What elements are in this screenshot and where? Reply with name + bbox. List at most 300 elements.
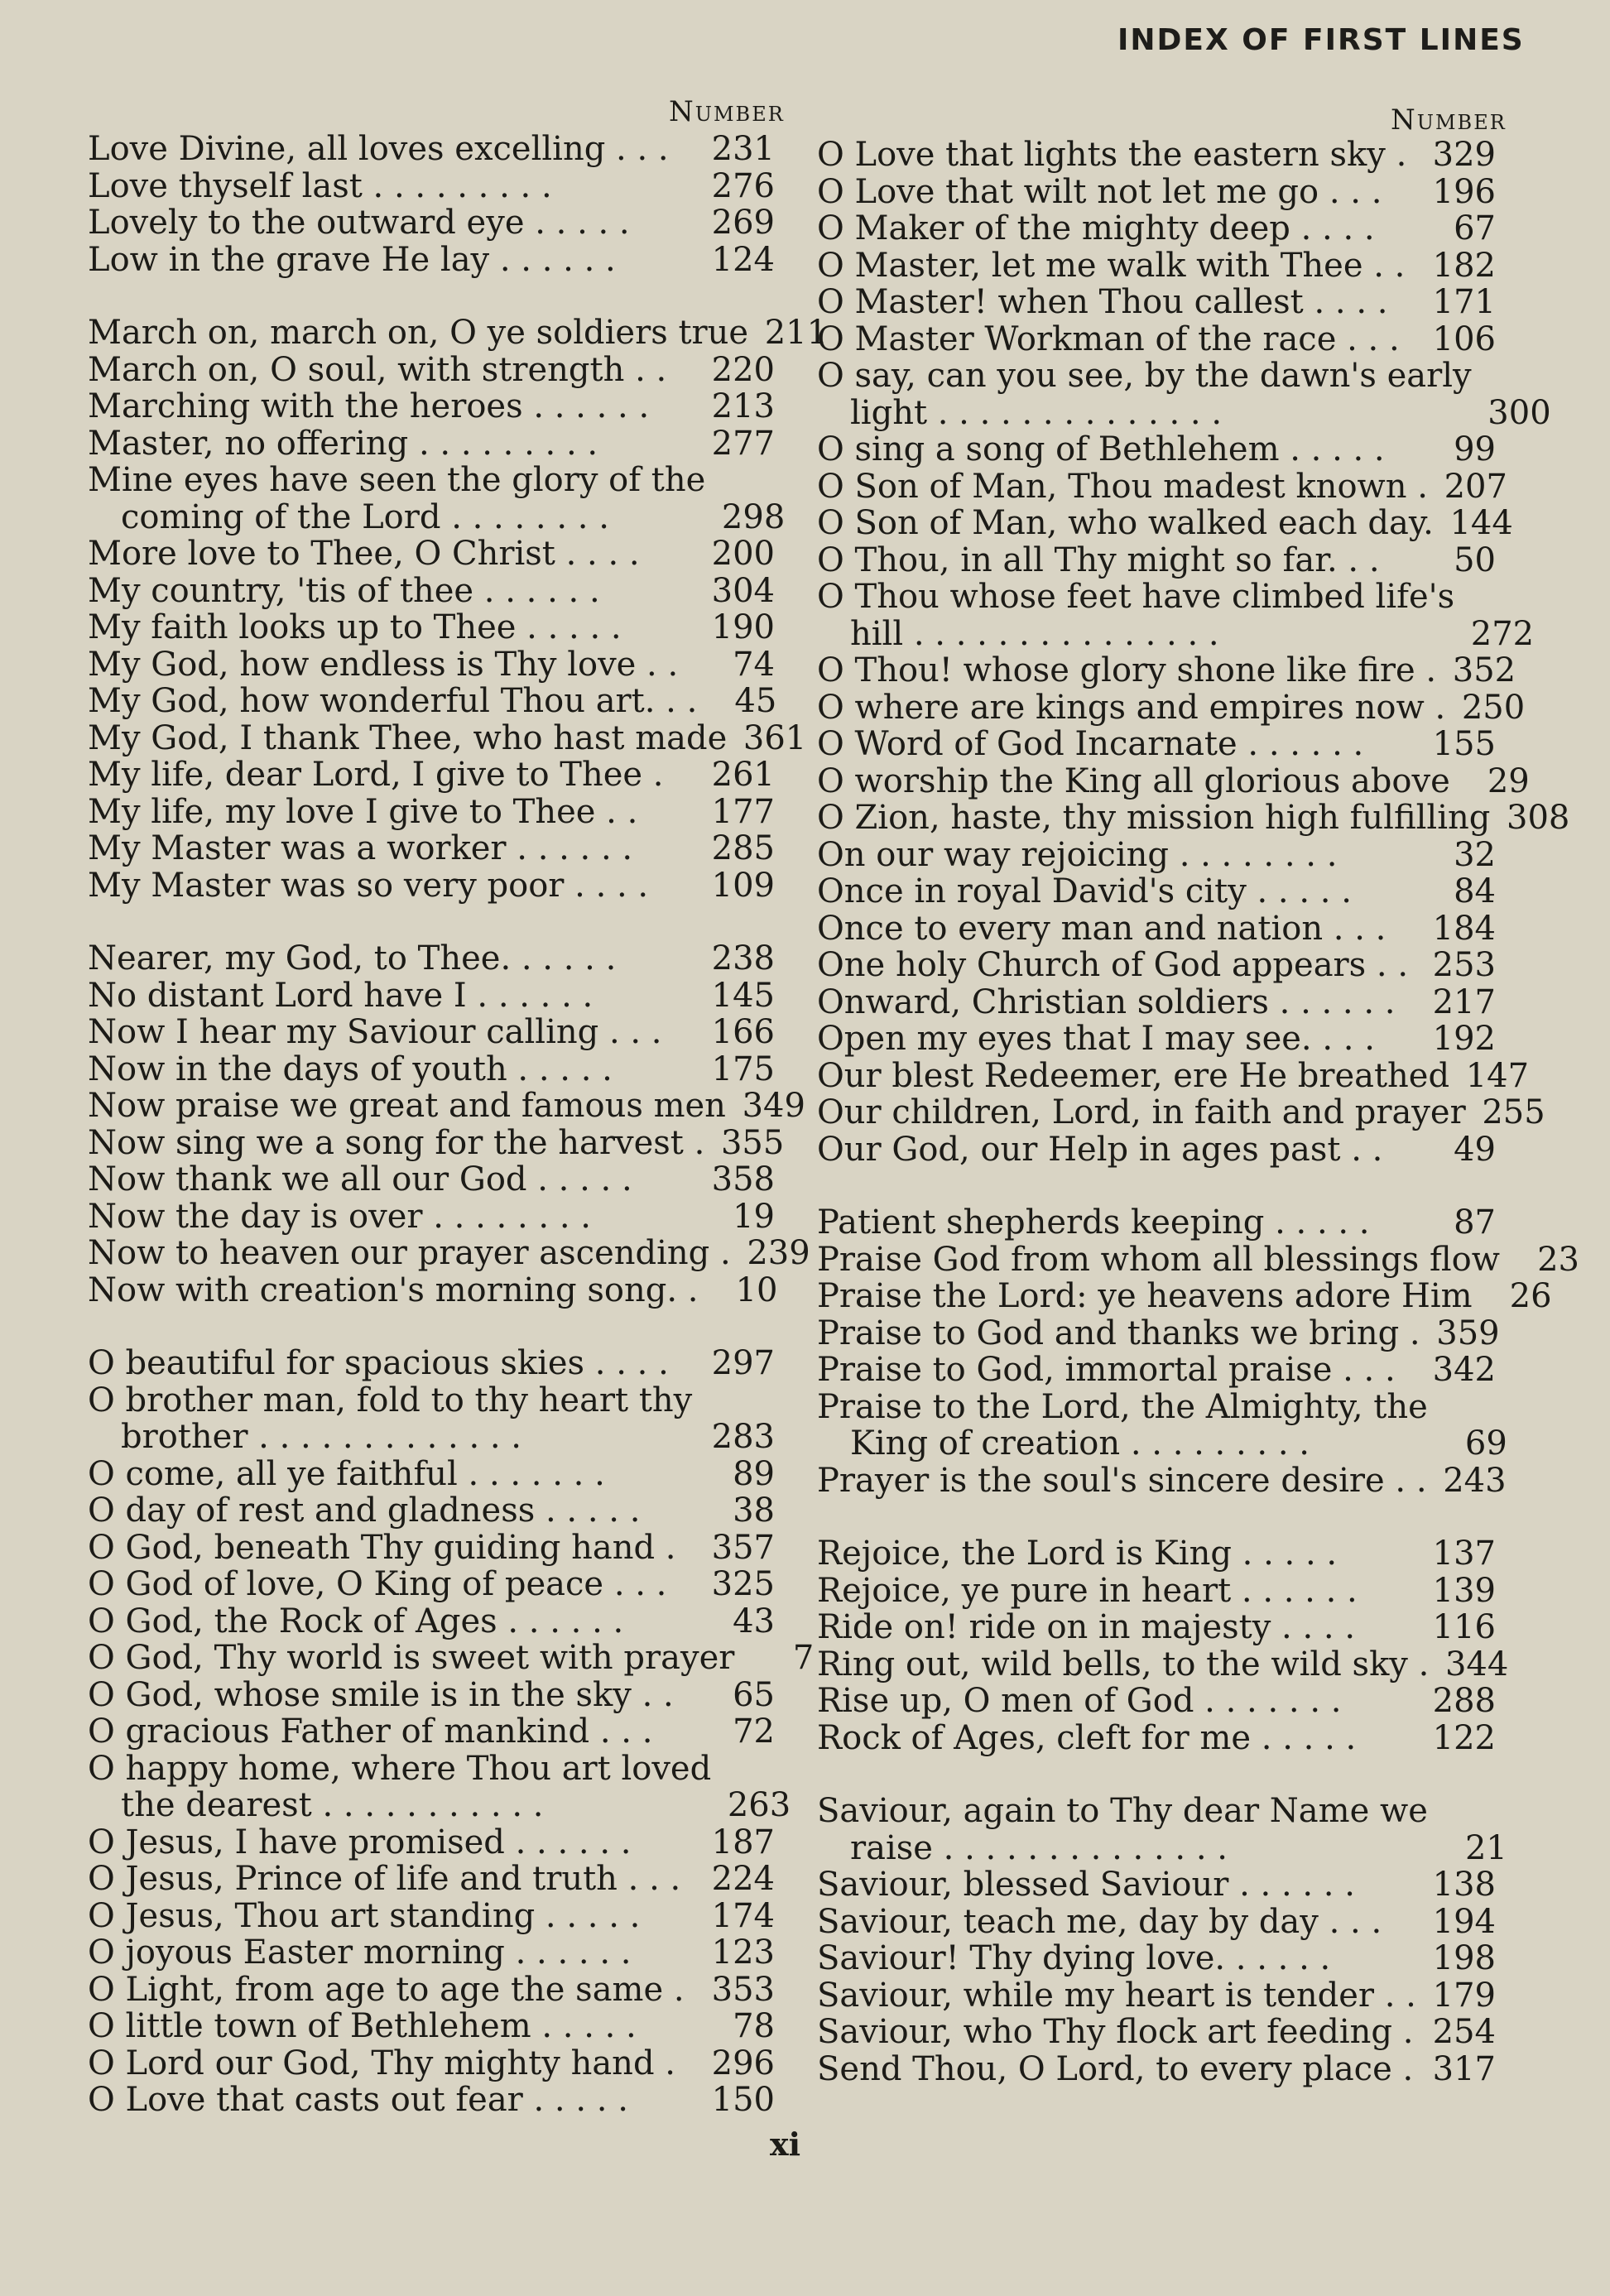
hymn-number: 138 xyxy=(1432,1866,1496,1904)
first-line-main: Now thank we all our God . . . . . xyxy=(88,1160,632,1198)
index-entry xyxy=(817,1535,1496,1573)
index-entry xyxy=(88,1492,775,1530)
first-line-text xyxy=(88,388,695,425)
hymn-number: 298 xyxy=(721,497,786,536)
hymn-number: 139 xyxy=(1432,1571,1496,1610)
index-entry xyxy=(817,137,1496,174)
hymn-number: 300 xyxy=(1487,393,1551,432)
first-line-text xyxy=(817,1058,1449,1095)
first-line-main: Send Thou, O Lord, to every place . xyxy=(817,2049,1414,2088)
index-entry xyxy=(88,536,775,573)
first-line-text xyxy=(817,1866,1416,1904)
first-line-main: O Thou whose feet have climbed life's xyxy=(817,578,1455,616)
first-line-text xyxy=(817,947,1416,984)
index-entry xyxy=(817,651,1516,689)
hymn-number: 184 xyxy=(1432,909,1496,948)
index-entry xyxy=(817,1645,1509,1684)
first-line-text xyxy=(817,542,1416,579)
index-entry xyxy=(817,1240,1579,1279)
first-line-text xyxy=(817,174,1416,211)
first-line-main: Rejoice, the Lord is King . . . . . xyxy=(817,1535,1338,1573)
first-line-text xyxy=(88,1382,695,1456)
first-line-main: O Word of God Incarnate . . . . . . xyxy=(817,725,1364,763)
index-entry xyxy=(817,1387,1507,1463)
hymn-number: 276 xyxy=(711,166,775,205)
hymn-number: 353 xyxy=(711,1970,775,2009)
index-entry xyxy=(88,867,775,905)
first-line-text xyxy=(88,1272,699,1309)
first-line-main: O Love that wilt not let me go . . . xyxy=(817,172,1382,211)
first-line-text xyxy=(88,1861,695,1898)
hymn-number: 29 xyxy=(1487,761,1530,800)
hymn-number: 182 xyxy=(1432,246,1496,285)
index-entry xyxy=(88,1456,775,1493)
hymn-number: 213 xyxy=(711,387,775,425)
first-line-text xyxy=(88,1934,695,1972)
hymn-number: 147 xyxy=(1465,1056,1530,1095)
hymn-number: 150 xyxy=(711,2081,775,2119)
first-line-text xyxy=(817,321,1416,358)
index-entry xyxy=(88,1713,775,1751)
first-line-main: Praise to God and thanks we bring . xyxy=(817,1314,1420,1352)
hymn-number: 106 xyxy=(1432,319,1496,358)
index-entry xyxy=(88,718,807,757)
first-line-main: My country, 'tis of thee . . . . . . xyxy=(88,571,600,610)
hymn-number: 250 xyxy=(1461,688,1526,727)
hymn-number: 361 xyxy=(743,718,807,757)
first-line-main: My life, dear Lord, I give to Thee . xyxy=(88,756,664,794)
hymn-number: 308 xyxy=(1507,799,1570,837)
first-line-text xyxy=(817,1573,1416,1610)
hymn-number: 67 xyxy=(1454,209,1496,247)
first-line-text xyxy=(88,2008,695,2045)
first-line-main: My faith looks up to Thee . . . . . xyxy=(88,608,622,646)
index-entry xyxy=(88,1382,775,1456)
index-entry xyxy=(88,2082,775,2119)
index-entry xyxy=(88,1824,775,1861)
hymn-number: 72 xyxy=(733,1712,775,1751)
index-entry xyxy=(88,977,775,1015)
index-entry xyxy=(817,247,1496,285)
hymn-number: 355 xyxy=(720,1123,785,1162)
first-line-main: Nearer, my God, to Thee. . . . . . xyxy=(88,939,617,977)
section-gap xyxy=(88,278,775,315)
hymn-number: 349 xyxy=(742,1087,805,1125)
first-line-text xyxy=(817,1352,1416,1389)
index-entry xyxy=(817,1461,1507,1500)
first-line-text xyxy=(88,1125,704,1162)
index-entry xyxy=(88,1639,815,1677)
first-line-main: Mine eyes have seen the glory of the xyxy=(88,461,706,499)
first-line-main: One holy Church of God appears . . xyxy=(817,946,1409,984)
first-line-continuation: brother . . . . . . . . . . . . . xyxy=(121,1418,522,1456)
first-line-text xyxy=(88,352,695,389)
first-line-text xyxy=(88,1972,695,2009)
first-line-text xyxy=(88,462,705,536)
first-line-main: My life, my love I give to Thee . . xyxy=(88,792,638,831)
index-entry xyxy=(817,1021,1496,1058)
first-line-text xyxy=(88,683,697,720)
first-line-main: O brother man, fold to thy heart thy xyxy=(88,1381,693,1419)
first-line-main: Now with creation's morning song. . xyxy=(88,1270,699,1309)
first-line-main: Now praise we great and famous men xyxy=(88,1087,726,1125)
first-line-text xyxy=(817,800,1490,837)
first-line-main: O come, all ye faithful . . . . . . . xyxy=(88,1454,605,1493)
first-line-text xyxy=(88,1603,695,1640)
index-entry xyxy=(88,646,775,684)
first-line-main: Our children, Lord, in faith and prayer xyxy=(817,1093,1466,1131)
hymn-number: 99 xyxy=(1454,430,1496,468)
first-line-main: O Jesus, Thou art standing . . . . . xyxy=(88,1896,641,1935)
hymn-number: 207 xyxy=(1444,467,1507,506)
index-entry xyxy=(817,1056,1530,1095)
first-line-main: O Jesus, Prince of life and truth . . . xyxy=(88,1860,681,1898)
hymn-number: 243 xyxy=(1443,1461,1507,1500)
first-line-main: O Son of Man, who walked each day. xyxy=(817,504,1434,542)
first-line-main: Now in the days of youth . . . . . xyxy=(88,1050,613,1088)
first-line-text xyxy=(817,837,1416,874)
index-entry xyxy=(817,2014,1496,2051)
hymn-number: 116 xyxy=(1432,1608,1496,1646)
section-gap xyxy=(817,1756,1496,1793)
first-line-continuation: light . . . . . . . . . . . . . . xyxy=(850,393,1223,432)
first-line-main: On our way rejoicing . . . . . . . . xyxy=(817,835,1338,874)
first-line-text xyxy=(88,2082,695,2119)
first-line-text xyxy=(817,284,1416,321)
hymn-number: 200 xyxy=(711,535,775,573)
first-line-text xyxy=(88,1345,695,1382)
first-line-text xyxy=(817,1535,1416,1573)
first-line-text xyxy=(88,830,695,867)
first-line-text xyxy=(88,1492,695,1530)
index-entry xyxy=(88,1270,778,1309)
first-line-main: Love Divine, all loves excelling . . . xyxy=(88,130,669,168)
first-line-text xyxy=(817,505,1434,542)
first-line-main: O beautiful for spacious skies . . . . xyxy=(88,1344,669,1382)
index-entry xyxy=(88,1972,775,2009)
first-line-main: My God, how wonderful Thou art. . . xyxy=(88,682,698,720)
index-entry xyxy=(817,1204,1496,1242)
left-number-heading: Number xyxy=(669,95,785,128)
first-line-text xyxy=(817,1389,1428,1463)
index-entry xyxy=(817,799,1570,837)
hymn-number: 198 xyxy=(1432,1939,1496,1977)
first-line-main: Now to heaven our prayer ascending . xyxy=(88,1234,731,1272)
first-line-text xyxy=(817,763,1450,800)
index-entry xyxy=(88,1749,791,1824)
first-line-main: O happy home, where Thou art loved xyxy=(88,1749,712,1788)
hymn-number: 192 xyxy=(1432,1020,1496,1058)
index-entry xyxy=(817,688,1526,727)
index-entry xyxy=(88,830,775,867)
first-line-text xyxy=(817,1609,1416,1646)
first-line-main: O sing a song of Bethlehem . . . . . xyxy=(817,430,1385,468)
hymn-number: 329 xyxy=(1432,136,1496,174)
first-line-main: March on, O soul, with strength . . xyxy=(88,350,667,389)
first-line-main: O Lord our God, Thy mighty hand . xyxy=(88,2044,675,2082)
first-line-text xyxy=(817,137,1416,174)
index-entry xyxy=(817,1683,1496,1720)
first-line-text xyxy=(88,573,695,610)
hymn-number: 261 xyxy=(711,756,775,794)
index-entry xyxy=(88,1014,775,1051)
hymn-number: 253 xyxy=(1432,946,1496,984)
first-line-text xyxy=(88,1088,726,1125)
first-line-main: My God, I thank Thee, who hast made xyxy=(88,718,728,757)
first-line-continuation: hill . . . . . . . . . . . . . . . xyxy=(850,614,1219,653)
first-line-main: My Master was so very poor . . . . xyxy=(88,866,649,905)
hymn-number: 45 xyxy=(734,682,777,720)
first-line-text xyxy=(817,2051,1416,2088)
first-line-text xyxy=(817,1204,1416,1242)
first-line-main: O joyous Easter morning . . . . . . xyxy=(88,1933,632,1972)
hymn-number: 109 xyxy=(711,866,775,905)
index-entry xyxy=(817,910,1496,948)
hymn-number: 179 xyxy=(1432,1976,1496,2015)
first-line-main: Ring out, wild bells, to the wild sky . xyxy=(817,1645,1430,1684)
index-entry xyxy=(817,504,1513,542)
hymn-number: 231 xyxy=(711,130,775,168)
first-line-text xyxy=(88,536,695,573)
first-line-main: O Thou, in all Thy might so far. . . xyxy=(817,540,1380,579)
first-line-main: O gracious Father of mankind . . . xyxy=(88,1712,653,1751)
first-line-text xyxy=(88,609,695,646)
hymn-number: 124 xyxy=(711,240,775,279)
hymn-number: 87 xyxy=(1454,1203,1496,1242)
first-line-text xyxy=(817,1940,1416,1977)
first-line-main: Now the day is over . . . . . . . . xyxy=(88,1197,591,1236)
first-line-text xyxy=(817,689,1445,727)
first-line-main: Saviour, blessed Saviour . . . . . . xyxy=(817,1866,1355,1904)
index-entry xyxy=(88,1087,805,1125)
hymn-number: 344 xyxy=(1444,1645,1509,1684)
first-line-text xyxy=(88,1235,731,1272)
section-gap xyxy=(88,1309,775,1345)
index-entry xyxy=(817,431,1496,468)
first-line-main: March on, march on, O ye soldiers true xyxy=(88,314,749,352)
index-entry xyxy=(88,1677,775,1714)
first-line-main: O God, beneath Thy guiding hand . xyxy=(88,1528,676,1567)
hymn-number: 296 xyxy=(711,2044,775,2082)
first-line-continuation: King of creation . . . . . . . . . xyxy=(850,1424,1310,1463)
first-line-main: My God, how endless is Thy love . . xyxy=(88,645,679,684)
first-line-main: Saviour, again to Thy dear Name we xyxy=(817,1792,1428,1830)
first-line-main: Praise God from whom all blessings flow xyxy=(817,1240,1500,1279)
hymn-number: 175 xyxy=(711,1050,775,1088)
first-line-main: Love thyself last . . . . . . . . . xyxy=(88,166,552,205)
first-line-text xyxy=(88,1713,695,1751)
first-line-text xyxy=(817,210,1416,247)
first-line-text xyxy=(817,247,1416,285)
first-line-text xyxy=(88,1824,695,1861)
first-line-main: O God, whose smile is in the sky . . xyxy=(88,1675,674,1714)
hymn-number: 304 xyxy=(711,571,775,610)
first-line-main: Praise the Lord: ye heavens adore Him xyxy=(817,1277,1473,1315)
first-line-main: No distant Lord have I . . . . . . xyxy=(88,976,594,1015)
hymn-number: 190 xyxy=(711,608,775,646)
first-line-main: O Zion, haste, thy mission high fulfilling xyxy=(817,799,1491,837)
first-line-main: O God, Thy world is sweet with prayer xyxy=(88,1639,735,1677)
page-header: INDEX OF FIRST LINES xyxy=(1117,23,1525,57)
index-entry xyxy=(88,794,775,831)
hymn-number: 269 xyxy=(711,204,775,242)
index-entry xyxy=(817,174,1496,211)
index-entry xyxy=(88,314,829,352)
hymn-number: 263 xyxy=(727,1786,791,1824)
first-line-main: Now sing we a song for the harvest . xyxy=(88,1123,705,1162)
index-entry xyxy=(88,2008,775,2045)
hymn-number: 155 xyxy=(1432,725,1496,763)
first-line-main: O Master Workman of the race . . . xyxy=(817,319,1400,358)
index-entry xyxy=(88,352,775,389)
hymn-number: 238 xyxy=(711,939,775,977)
index-entry xyxy=(817,1277,1552,1315)
first-line-main: O Thou! whose glory shone like fire . xyxy=(817,651,1437,689)
first-line-main: Saviour! Thy dying love. . . . . . xyxy=(817,1939,1331,1977)
hymn-number: 297 xyxy=(711,1344,775,1382)
first-line-text xyxy=(88,757,695,794)
first-line-main: My Master was a worker . . . . . . xyxy=(88,829,633,867)
first-line-main: More love to Thee, O Christ . . . . xyxy=(88,535,640,573)
first-line-text xyxy=(817,1977,1416,2015)
index-entry xyxy=(817,1977,1496,2015)
hymn-number: 272 xyxy=(1470,614,1535,653)
hymn-number: 19 xyxy=(733,1197,775,1236)
first-line-main: Onward, Christian soldiers . . . . . . xyxy=(817,982,1396,1021)
index-entry xyxy=(817,1352,1496,1389)
first-line-main: O Light, from age to age the same . xyxy=(88,1970,685,2009)
hymn-number: 84 xyxy=(1454,872,1496,910)
first-line-text xyxy=(817,1094,1466,1131)
hymn-number: 166 xyxy=(711,1013,775,1051)
hymn-number: 187 xyxy=(711,1823,775,1861)
first-line-text xyxy=(88,1566,695,1603)
first-line-text xyxy=(817,1793,1428,1866)
first-line-text xyxy=(817,1021,1416,1058)
hymn-number: 65 xyxy=(733,1675,775,1714)
hymn-number: 7 xyxy=(792,1639,815,1677)
hymn-number: 145 xyxy=(711,976,775,1015)
index-entry xyxy=(817,357,1551,432)
first-line-main: Saviour, while my heart is tender . . xyxy=(817,1976,1416,2015)
index-entry xyxy=(88,940,775,977)
first-line-main: Rise up, O men of God . . . . . . . xyxy=(817,1682,1342,1720)
index-entry xyxy=(88,204,775,242)
section-gap xyxy=(88,904,775,940)
first-line-text xyxy=(88,1161,695,1198)
hymn-number: 358 xyxy=(711,1160,775,1198)
first-line-main: Low in the grave He lay . . . . . . xyxy=(88,240,616,279)
hymn-number: 26 xyxy=(1509,1277,1552,1315)
first-line-text xyxy=(817,468,1428,506)
first-line-text xyxy=(88,794,695,831)
first-line-main: Saviour, teach me, day by day . . . xyxy=(817,1902,1382,1941)
hymn-number: 317 xyxy=(1432,2049,1496,2088)
index-entry xyxy=(817,321,1496,358)
hymn-number: 123 xyxy=(711,1933,775,1972)
first-line-main: Once in royal David's city . . . . . xyxy=(817,872,1352,910)
index-entry xyxy=(817,1131,1496,1169)
index-entry xyxy=(88,131,775,168)
first-line-text xyxy=(88,867,695,905)
first-line-main: Our God, our Help in ages past . . xyxy=(817,1130,1383,1169)
hymn-number: 177 xyxy=(711,792,775,831)
hymn-number: 325 xyxy=(711,1565,775,1603)
first-line-text xyxy=(817,1463,1427,1500)
first-line-text xyxy=(88,646,695,684)
first-line-text xyxy=(88,425,695,463)
first-line-text xyxy=(817,1242,1500,1279)
first-line-text xyxy=(88,204,695,242)
hymn-number: 194 xyxy=(1432,1902,1496,1941)
first-line-main: O Love that lights the eastern sky . xyxy=(817,136,1407,174)
hymn-number: 196 xyxy=(1432,172,1496,211)
hymn-number: 10 xyxy=(735,1270,778,1309)
index-entry xyxy=(88,573,775,610)
index-entry xyxy=(88,757,775,794)
first-line-main: Lovely to the outward eye . . . . . xyxy=(88,204,630,242)
first-line-text xyxy=(88,1014,695,1051)
index-entry xyxy=(88,609,775,646)
index-entry xyxy=(88,683,775,720)
first-line-text xyxy=(817,1683,1416,1720)
hymn-number: 220 xyxy=(711,350,775,389)
first-line-text xyxy=(817,1315,1420,1352)
first-line-text xyxy=(88,1198,695,1236)
first-line-text xyxy=(88,1051,695,1088)
hymn-number: 38 xyxy=(733,1491,775,1530)
index-entry xyxy=(817,837,1496,874)
first-line-text xyxy=(817,358,1472,431)
hymn-number: 283 xyxy=(711,1418,775,1456)
first-line-text xyxy=(88,1898,695,1935)
index-entry xyxy=(88,1345,775,1382)
index-entry xyxy=(88,1603,775,1640)
hymn-number: 89 xyxy=(733,1454,775,1493)
hymn-number: 359 xyxy=(1436,1314,1500,1352)
hymn-number: 69 xyxy=(1464,1424,1507,1463)
first-line-text xyxy=(817,1646,1429,1684)
first-line-text xyxy=(88,1751,711,1824)
first-line-text xyxy=(817,431,1416,468)
first-line-text xyxy=(88,1530,695,1567)
first-line-main: O Son of Man, Thou madest known . xyxy=(817,467,1428,506)
index-entry xyxy=(817,1314,1500,1352)
hymn-number: 224 xyxy=(711,1860,775,1898)
first-line-main: Marching with the heroes . . . . . . xyxy=(88,387,650,425)
index-entry xyxy=(88,1198,775,1236)
index-entry xyxy=(817,467,1507,506)
hymn-number: 171 xyxy=(1432,283,1496,321)
index-entry xyxy=(88,1051,775,1088)
first-line-text xyxy=(88,1677,695,1714)
right-number-heading: Number xyxy=(1391,103,1507,137)
hymn-number: 74 xyxy=(733,645,775,684)
index-entry xyxy=(817,726,1496,763)
hymn-number: 144 xyxy=(1449,504,1513,542)
first-line-text xyxy=(817,726,1416,763)
index-entry xyxy=(88,1934,775,1972)
first-line-main: O Maker of the mighty deep . . . . xyxy=(817,209,1375,247)
index-entry xyxy=(88,1234,810,1272)
hymn-number: 43 xyxy=(733,1602,775,1640)
hymn-number: 342 xyxy=(1432,1351,1496,1389)
first-line-main: O worship the King all glorious above xyxy=(817,761,1450,800)
hymn-number: 49 xyxy=(1454,1130,1496,1169)
first-line-text xyxy=(88,131,695,168)
first-line-text xyxy=(88,1640,734,1677)
index-entry xyxy=(817,947,1496,984)
